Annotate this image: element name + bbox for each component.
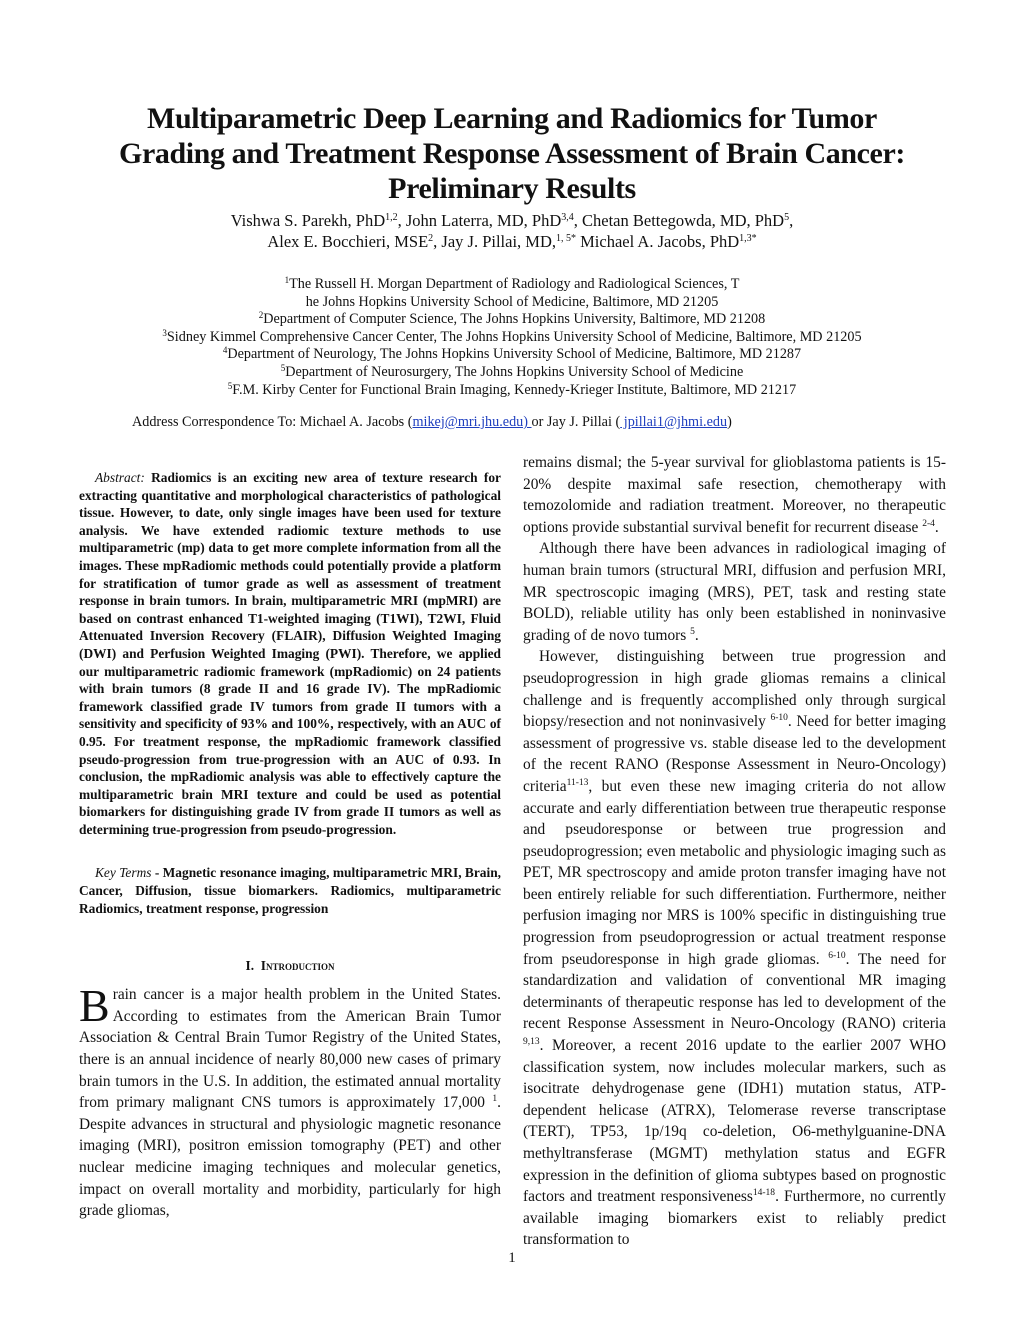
affiliation-text: Department of Neurosurgery, The Johns Hopkins University School of Medicine <box>285 363 744 380</box>
affiliation-marker: 1,3* <box>739 233 757 244</box>
left-column <box>79 469 501 1222</box>
citation-marker: 1 <box>492 1094 498 1105</box>
key-terms <box>79 864 501 917</box>
affiliation-text: he Johns Hopkins University School of Medicine, Baltimore, MD 21205 <box>305 293 719 310</box>
separator: , <box>397 211 406 230</box>
body-text: . Furthermore, no currently available imaging biomarkers exist to reliably predict transformation to <box>523 1188 946 1249</box>
correspondence-line <box>132 413 732 431</box>
affiliation-number: 4 <box>222 345 228 356</box>
body-text: Although there have been advances in radiological imaging of human brain tumors (structural MRI, diffusion and perfusion MRI, MR spectroscopic imaging (MRS), PET, task and resting state BOLD), reliable utility has only been established in noninvasive grading of de novo tumors <box>523 540 946 644</box>
abstract-label: Abstract: <box>95 470 145 485</box>
abstract <box>79 469 501 838</box>
affiliations <box>90 276 934 399</box>
author-name: Alex E. Bocchieri, MSE <box>267 232 429 251</box>
affiliation-number: 1 <box>284 275 290 285</box>
separator: , <box>433 232 442 251</box>
body-text: . The need for standardization and validation of conventional MR imaging determinants of therapeutic response has led to development of the recent Response Assessment in Neuro-Oncology (RANO) criteria <box>523 950 946 1033</box>
body-text: . Despite advances in structural and physiologic magnetic resonance imaging (MRI), positron emission tomography (PET) and other nuclear medicine imaging techniques and molecular genetics, impact on overall mortality and morbidity, particularly for high grade gliomas, <box>79 1094 501 1220</box>
author-name: Michael A. Jacobs, PhD <box>580 232 740 251</box>
body-text: However, distinguishing between true progression and pseudoprogression in high grade gliomas remains a clinical challenge and is frequently accomplished only through surgical biopsy/resection and not noninvasively <box>523 648 946 731</box>
affiliation-line <box>90 346 934 364</box>
author-name: John Laterra, MD, PhD <box>405 211 562 230</box>
separator: , <box>789 211 794 230</box>
separator: , <box>573 211 582 230</box>
affiliation-text: Department of Computer Science, The Johns Hopkins University, Baltimore, MD 21208 <box>263 311 766 328</box>
affiliation-number: 5 <box>227 380 233 391</box>
intro-paragraph-3 <box>523 646 946 1251</box>
body-text: rain cancer is a major health problem in the United States. According to estimates from the American Brain Tumor Association & Central Brain Tumor Registry of the United States, there is an annual incidence of nearly 80,000 new cases of primary brain tumors in the U.S. In addition, the estimated annual mortality from primary malignant CNS tumors is approximately 17,000 <box>79 986 501 1112</box>
correspondence-middle: or Jay J. Pillai ( <box>531 414 621 430</box>
affiliation-text: Department of Neurology, The Johns Hopkins University School of Medicine, Baltimore, MD 21287 <box>227 346 802 363</box>
author-line-1 <box>90 210 934 231</box>
author-name: Vishwa S. Parekh, PhD <box>230 211 386 230</box>
email-link-jacobs[interactable]: mikej@mri.jhu.edu) <box>412 414 532 430</box>
affiliation-text: The Russell H. Morgan Department of Radiology and Radiological Sciences, T <box>289 276 740 292</box>
affiliation-marker: 2 <box>428 233 434 244</box>
citation-marker: 6-10 <box>770 713 788 724</box>
author-name: Jay J. Pillai, MD, <box>441 232 557 251</box>
affiliation-text: Sidney Kimmel Comprehensive Cancer Center, The Johns Hopkins University School of Medicine, Baltimore, MD 21205 <box>166 328 862 345</box>
affiliation-line <box>90 294 934 312</box>
affiliation-marker: 3,4 <box>561 212 574 223</box>
author-list <box>90 210 934 252</box>
citation-marker: 11-13 <box>566 777 589 788</box>
body-text: , but even these new imaging criteria do not allow accurate and early differentiation between true therapeutic response and pseudoresponse or between true progression and pseudoprogression; even metabolic and physiologic imaging such as PET, MR spectroscopy and amide proton transfer imaging have not been entirely reliable for such differentiation. Furthermore, neither perfusion imaging nor MRS is 100% specific in distinguishing true progression from pseudoprogression or actual treatment response from pseudoresponse in high grade gliomas. <box>523 777 946 968</box>
key-terms-text: - Magnetic resonance imaging, multiparametric MRI, Brain, Cancer, Diffusion, tissue biomarkers. Radiomics, multiparametric Radiomics, treatment response, progression <box>79 865 501 916</box>
affiliation-line <box>90 276 934 294</box>
author-name: Chetan Bettegowda, MD, PhD <box>582 211 785 230</box>
citation-marker: 6-10 <box>828 950 846 961</box>
body-text: . <box>694 626 699 644</box>
correspondence-suffix: ) <box>727 414 732 430</box>
page-number: 1 <box>508 1250 516 1266</box>
affiliation-text: F.M. Kirby Center for Functional Brain Imaging, Kennedy-Krieger Institute, Baltimore, MD 21217 <box>232 381 797 398</box>
author-line-2 <box>90 231 934 252</box>
affiliation-number: 5 <box>280 362 286 373</box>
affiliation-marker: 1,2 <box>385 212 398 223</box>
affiliation-marker: 5 <box>784 212 790 223</box>
key-terms-label: Key Terms <box>95 865 152 881</box>
body-text: . Need for better imaging assessment of progressive vs. stable disease led to the development of the recent RANO (Response Assessment in Neuro-Oncology) criteria <box>523 713 946 795</box>
affiliation-line <box>90 311 934 329</box>
intro-paragraph-1-continued <box>523 452 946 538</box>
affiliation-number: 3 <box>162 327 167 338</box>
body-text: . <box>934 518 939 536</box>
affiliation-line <box>90 382 934 400</box>
body-text: . Moreover, a recent 2016 update to the earlier 2007 WHO classification system, now includes molecular markers, such as isocitrate dehydrogenase gene (IDH1) mutation status, ATP-dependent helicase (ATRX), Telomerase reverse transcriptase (TERT), TP53, 1p/19q co-deletion, O6-methylguanine-DNA methyltransferase (MGMT) methylation status and EGFR expression in the definition of glioma subtypes based on prognostic factors and treatment responsiveness <box>523 1037 946 1206</box>
section-heading-introduction <box>79 957 501 974</box>
affiliation-line <box>90 329 934 347</box>
abstract-text: Radiomics is an exciting new area of texture research for extracting quantitative and morphological characteristics of pathological tissue. However, to date, only single images have been used for texture analysis. We have extended radiomic texture methods to use multiparametric (mp) data to get more complete information from all the images. These mpRadiomic methods could potentially provide a platform for stratification of tumor grade as well as assessment of treatment response in brain tumors. In brain, multiparametric MRI (mpMRI) are based on contrast enhanced T1-weighted imaging (T1WI), T2WI, Fluid Attenuated Inversion Recovery (FLAIR), Diffusion Weighted Imaging (DWI) and Perfusion Weighted Imaging (PWI). Therefore, we applied our multiparametric radiomic framework (mpRadiomic) on 24 patients with brain tumors (8 grade II and 16 grade IV). The mpRadiomic framework classified grade IV tumors from grade II tumors with a sensitivity and specificity of 93% and 100%, respectively, with an AUC of 0.95. For treatment response, the mpRadiomic framework classified pseudo-progression from true-progression with an AUC of 0.93. In conclusion, the mpRadiomic analysis was able to effectively capture the multiparametric brain MRI texture and could be used as potential biomarkers for distinguishing grade IV from grade II tumors as well as determining true-progression from pseudo-progression. <box>79 470 501 837</box>
correspondence-prefix: Address Correspondence To: Michael A. Jacobs ( <box>132 414 413 430</box>
section-title: Introduction <box>260 958 335 974</box>
intro-paragraph-1 <box>79 980 501 1222</box>
paper-title: Multiparametric Deep Learning and Radiomics for Tumor Grading and Treatment Response Assessment of Brain Cancer: Preliminary Results <box>119 102 905 205</box>
right-column <box>523 452 946 1251</box>
affiliation-marker: 1, 5* <box>556 233 577 244</box>
affiliation-line <box>90 364 934 382</box>
section-number: I. <box>245 958 255 974</box>
email-link-pillai[interactable]: jpillai1@jhmi.edu <box>620 414 728 430</box>
body-text: remains dismal; the 5-year survival for glioblastoma patients is 15-20% despite maximal safe resection, chemotherapy with temozolomide and radiation treatment. Moreover, no therapeutic options provide substantial survival benefit for recurrent disease <box>523 454 946 536</box>
citation-marker: 5 <box>690 626 695 637</box>
affiliation-number: 2 <box>258 310 264 321</box>
citation-marker: 14-18 <box>752 1188 776 1199</box>
drop-cap: B <box>79 980 110 1032</box>
intro-paragraph-2 <box>523 538 946 646</box>
citation-marker: 2-4 <box>922 518 935 529</box>
citation-marker: 9,13 <box>523 1037 540 1048</box>
